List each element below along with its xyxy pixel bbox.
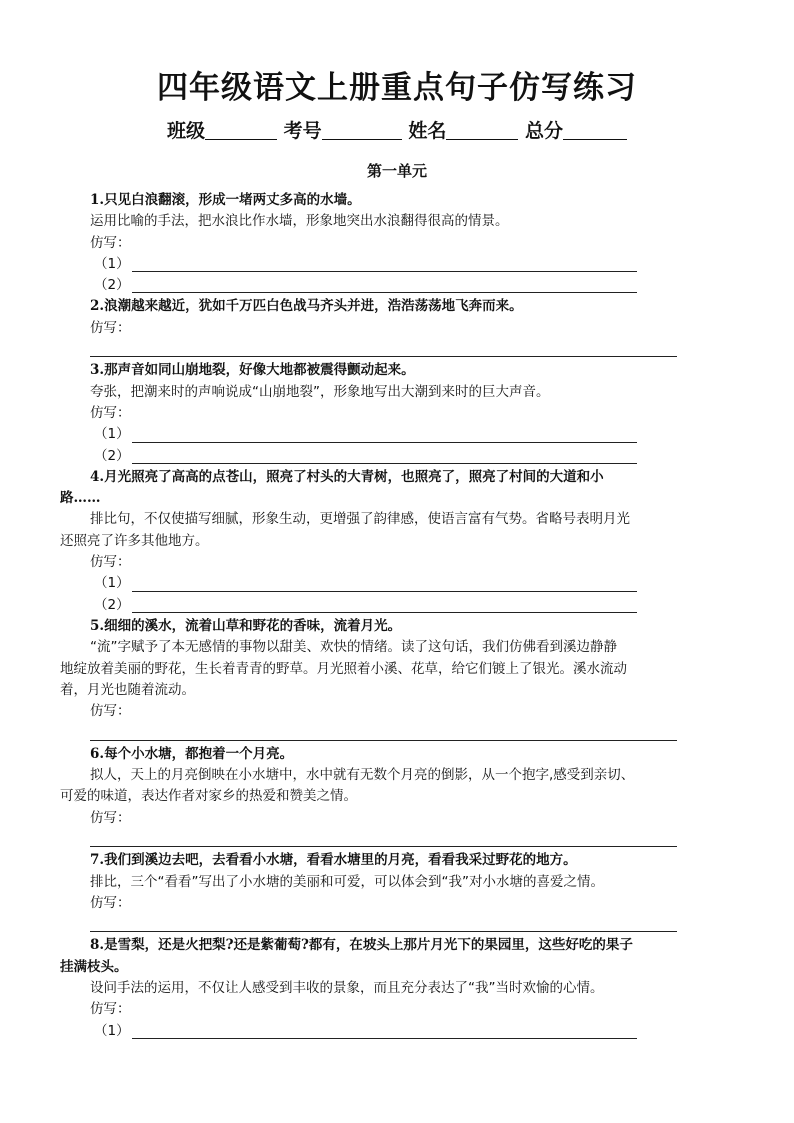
explanation-5-line-2: 地绽放着美丽的野花，生长着青青的野草。月光照着小溪、花草，给它们镀上了银光。溪水流动	[60, 660, 627, 677]
question-3: 3.那声音如同山崩地裂，好像大地都被震得颤动起来。	[90, 362, 415, 379]
imitate-label: 仿写：	[90, 404, 131, 421]
explanation-5-line-3: 着，月光也随着流动。	[60, 681, 195, 698]
imitate-label: 仿写：	[90, 1001, 131, 1018]
page-title: 四年级语文上册重点句子仿写练习	[157, 70, 637, 106]
answer-line-3-1[interactable]	[60, 424, 744, 445]
question-4-line-2: 路……	[60, 490, 101, 507]
question-5: 5.细细的溪水，流着山草和野花的香味，流着月光。	[90, 617, 402, 634]
exam-no-label: 考号	[283, 120, 322, 142]
answer-number: （1）	[94, 1022, 130, 1039]
imitate-label: 仿写：	[90, 809, 131, 826]
student-info-row	[0, 116, 794, 143]
answer-line-2[interactable]	[60, 339, 744, 360]
explanation-4-line-1: 排比句，不仅使描写细腻，形象生动，更增强了韵律感，使语言富有气势。省略号表明月光	[90, 511, 630, 528]
answer-line-8-1[interactable]	[60, 1021, 744, 1042]
class-field[interactable]	[205, 121, 277, 140]
exam-no-field[interactable]	[322, 121, 402, 140]
name-field[interactable]	[446, 121, 518, 140]
imitate-label: 仿写：	[90, 554, 131, 571]
answer-line-6[interactable]	[60, 829, 744, 850]
answer-line-1-2[interactable]	[60, 275, 744, 296]
explanation-7: 排比，三个“看看”写出了小水塘的美丽和可爱，可以体会到“我”对小水塘的喜爱之情。	[90, 873, 604, 890]
explanation-5-line-1: “流”字赋予了本无感情的事物以甜美、欢快的情绪。读了这句话，我们仿佛看到溪边静静	[90, 639, 617, 656]
answer-number: （1）	[94, 575, 130, 592]
answer-number: （2）	[94, 596, 130, 613]
exercise-list	[60, 190, 744, 1042]
imitate-label: 仿写：	[90, 319, 131, 336]
question-1: 1.只见白浪翻滚，形成一堵两丈多高的水墙。	[90, 192, 361, 208]
question-7: 7.我们到溪边去吧，去看看小水塘，看看水塘里的月亮，看看我采过野花的地方。	[90, 852, 577, 869]
answer-number: （2）	[94, 277, 130, 294]
question-4-line-1: 4.月光照亮了高高的点苍山，照亮了村头的大青树，也照亮了，照亮了村间的大道和小	[90, 468, 604, 485]
answer-line-7[interactable]	[60, 914, 744, 935]
score-field[interactable]	[563, 121, 627, 140]
explanation-6-line-2: 可爱的味道，表达作者对家乡的热爱和赞美之情。	[60, 788, 357, 805]
answer-line-5[interactable]	[60, 722, 744, 743]
answer-line-4-1[interactable]	[60, 573, 744, 594]
question-6: 6.每个小水塘，都抱着一个月亮。	[90, 745, 294, 762]
answer-line-1-1[interactable]	[60, 254, 744, 275]
explanation-6-line-1: 拟人，天上的月亮倒映在小水塘中，水中就有无数个月亮的倒影，从一个抱字,感受到亲切、	[90, 767, 635, 784]
question-8-line-2: 挂满枝头。	[60, 958, 128, 975]
class-label: 班级	[167, 120, 206, 142]
answer-number: （2）	[94, 447, 130, 464]
answer-line-4-2[interactable]	[60, 595, 744, 616]
answer-line-3-2[interactable]	[60, 446, 744, 467]
explanation-4-line-2: 还照亮了许多其他地方。	[60, 532, 209, 549]
unit-heading: 第一单元	[366, 162, 427, 180]
explanation-8: 设问手法的运用，不仅让人感受到丰收的景象，而且充分表达了“我”当时欢愉的心情。	[90, 979, 604, 996]
explanation-1: 运用比喻的手法，把水浪比作水墙，形象地突出水浪翻得很高的情景。	[90, 213, 509, 230]
explanation-3: 夸张，把潮来时的声响说成“山崩地裂”，形象地写出大潮到来时的巨大声音。	[90, 383, 550, 400]
imitate-label: 仿写：	[90, 894, 131, 911]
score-label: 总分	[524, 120, 563, 142]
question-8-line-1: 8.是雪梨，还是火把梨?还是紫葡萄?都有，在坡头上那片月光下的果园里，这些好吃的果子	[90, 937, 633, 954]
imitate-label: 仿写：	[90, 234, 131, 251]
name-label: 姓名	[408, 120, 447, 142]
answer-number: （1）	[94, 255, 130, 272]
question-2: 2.浪潮越来越近，犹如千万匹白色战马齐头并进，浩浩荡荡地飞奔而来。	[90, 298, 523, 315]
answer-number: （1）	[94, 426, 130, 443]
imitate-label: 仿写：	[90, 703, 131, 720]
